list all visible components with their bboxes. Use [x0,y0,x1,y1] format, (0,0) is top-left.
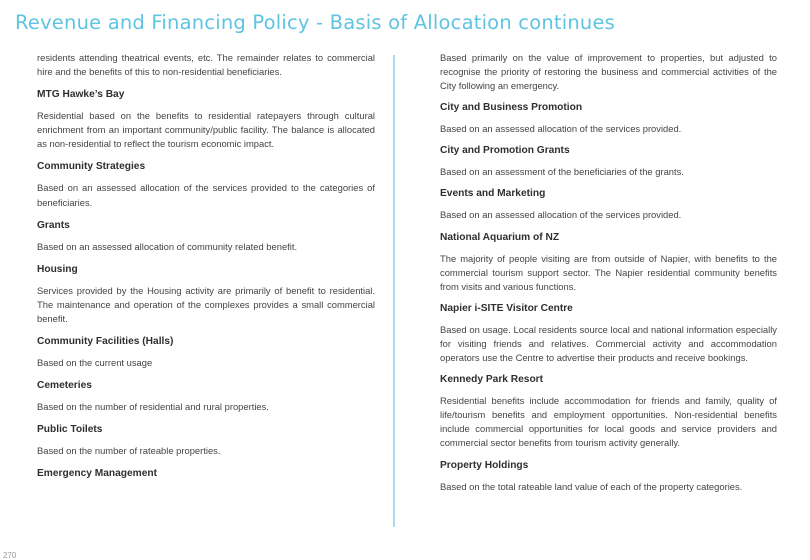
section-body: Based on the current usage [37,357,153,369]
section-body: Based on an assessed allocation of the services provided. [440,123,682,135]
section-heading: City and Promotion Grants [440,145,570,157]
section-body: Based on an assessed allocation of the services provided to the categories of beneficiaries. [37,182,375,208]
section-cemeteries [37,379,375,414]
section-heading: Napier i-SITE Visitor Centre [440,302,573,314]
section-city-business-promotion [440,101,777,136]
section-emergency-management [37,467,375,481]
section-body: Residential benefits include accommodation for friends and family, quality of life/tourism benefits and employment opportunities. Non-residential benefits include commercial opportunities for local goods and service providers and commercial sector benefits from tourism activity generally. [440,395,777,449]
section-heading: Cemeteries [37,380,92,392]
section-grants [37,219,375,254]
section-heading: National Aquarium of NZ [440,231,560,243]
section-heading: Housing [37,263,78,275]
section-community-strategies [37,160,375,209]
right-intro-text: Based primarily on the value of improvement to properties, but adjusted to recognise the priority of restoring the business and commercial activities of the City following an emergency. [440,52,777,92]
column-divider [393,55,395,527]
section-body: Based on the total rateable land value of each of the property categories. [440,480,743,492]
section-body: Services provided by the Housing activity are primarily of benefit to residential. The maintenance and operation of the complexes provides a small commercial benefit. [37,284,375,324]
section-body: Based on an assessed allocation of the services provided. [440,209,682,221]
section-city-promotion-grants [440,144,777,179]
left-column [37,51,375,488]
section-body: Based on an assessed allocation of community related benefit. [37,240,298,252]
section-property-holdings [440,459,777,494]
section-heading: MTG Hawke’s Bay [37,89,125,101]
section-heading: Grants [37,219,70,231]
section-heading: City and Business Promotion [440,102,583,114]
section-mtg-hawkes-bay [37,88,375,151]
section-heading: Events and Marketing [440,188,546,200]
section-heading: Public Toilets [37,424,103,436]
section-body: Based on an assessment of the beneficiaries of the grants. [440,166,684,178]
section-heading: Kennedy Park Resort [440,374,544,386]
section-heading: Emergency Management [37,468,158,480]
left-intro-text: residents attending theatrical events, etc. The remainder relates to commercial hire and the benefits of this to non-residential beneficiaries. [37,52,375,78]
page-title: Revenue and Financing Policy - Basis of Allocation continues [15,11,616,34]
section-national-aquarium [440,231,777,294]
section-isite-visitor-centre [440,302,777,365]
page-number: 270 [3,551,17,560]
section-events-marketing [440,187,777,222]
section-body: Residential based on the benefits to residential ratepayers through cultural enrichment from an important community/public facility. The balance is allocated as non-residential to reflect the tourism economic impact. [37,110,375,150]
section-body: The majority of people visiting are from outside of Napier, with benefits to the commercial tourism support sector. The Napier residential community benefits from visits and various functions. [440,252,777,292]
section-kennedy-park-resort [440,373,777,450]
section-body: Based on the number of rateable properties. [37,445,221,457]
right-column [440,51,777,494]
section-public-toilets [37,423,375,458]
section-heading: Community Facilities (Halls) [37,336,174,348]
section-body: Based on usage. Local residents source local and national information especially for visiting friends and relatives. Commercial activity and accommodation operators use the Centre to advertise their products and receive bookings. [440,323,777,364]
section-community-facilities [37,335,375,370]
section-housing [37,263,375,326]
section-body: Based on the number of residential and rural properties. [37,401,269,413]
section-heading: Community Strategies [37,161,146,173]
section-heading: Property Holdings [440,459,529,471]
